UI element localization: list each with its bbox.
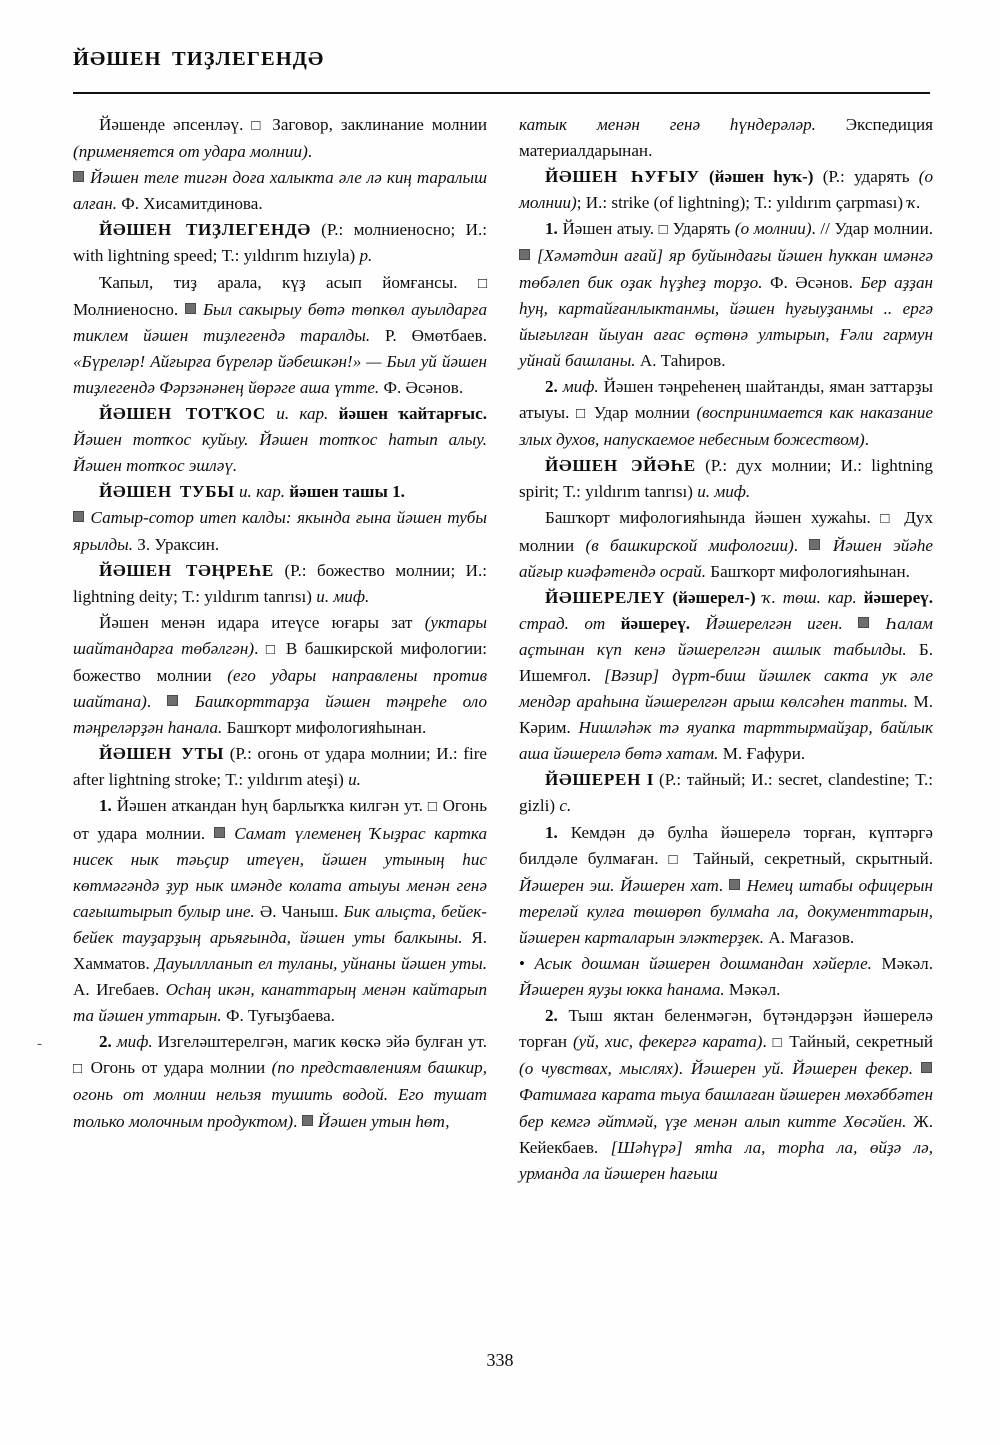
entry-headword-block xyxy=(519,585,933,768)
homonym-numeral: I xyxy=(646,770,654,790)
basht-text: Ҡапыл, тиҙ арала, күҙ асып йомғансы. xyxy=(99,272,478,292)
entry-sense: 2. миф. Изгеләштерелгән, магик көскә эйә булған ут. □ Огонь от удара молнии (по представлениям башкир, огонь от молнии нельзя тушить водой. Его тушат только молочным продуктом). Йәшен утын һөт, xyxy=(73,1029,487,1134)
headword-gloss: (Р.: тайный; И.: secret, clandestine; Т.: gizli) xyxy=(519,770,934,816)
headword-gloss-rest: ; И.: strike (of lightning); Т.: yıldırım çarpması) xyxy=(576,193,908,213)
example-source: Я. Хамматов. xyxy=(73,927,487,973)
example-square-icon xyxy=(519,246,531,265)
basht-text: Изгеләштерелгән, магик көскә эйә булған ут. xyxy=(157,1032,487,1052)
entry-body xyxy=(73,270,487,401)
proverb-text: Асык дошман йәшерен дошмандан хәйерле. xyxy=(524,954,872,973)
entry-headword-block xyxy=(73,217,487,269)
headword-gloss: (Р.: дух молнии; И.: lightning spirit; Т.: yıldırım tanrısı) xyxy=(519,456,933,502)
definition-box-icon xyxy=(669,849,684,868)
cross-reference: йәшен ташы 1. xyxy=(289,482,405,502)
entry-headword-block xyxy=(519,164,933,216)
proverb-source: Мәкәл. xyxy=(871,954,933,973)
headword: ЙӘШЕН ЭЙӘҺЕ xyxy=(545,456,696,476)
example-square-icon xyxy=(921,1059,933,1078)
example-text: Бер аҙҙан һуң, картайғанлыктанмы, йәшен һуғыуҙанмы .. ергә йығылған йыуан ағас өҫтөнә ултырып, Ғәли гармун уйнай башланы. xyxy=(519,272,933,370)
example-text: Башҡорттарҙа йәшен тәңреһе оло тәңреләрҙән һанала. xyxy=(73,692,487,738)
basht-text: Йәшен аткандан һуң барлыҡҡа килгән ут. xyxy=(116,796,428,816)
example-text: Йәшерен эш. Йәшерен хат. xyxy=(519,875,724,895)
example-text: Самат үлеменең Ҡыҙрас картка нисек нык тәьҫир итеүен, йәшен утының һис көтмәгәндә ҙур нык имәнде колата атыуы менән генә сағыштырып булыр ине. xyxy=(73,823,488,921)
ru-gloss: Удар молнии xyxy=(587,403,697,423)
cross-reference: йәшен ҡайтарғыс. xyxy=(338,404,487,424)
entry-headword-block xyxy=(73,479,487,557)
basht-text: Йәшен атыу. xyxy=(562,219,659,239)
headword: ЙӘШЕН ТУБЫ xyxy=(99,482,235,502)
headword: ЙӘШЕН ҺУҒЫУ xyxy=(545,167,700,187)
example-text: Нишләһәк тә яуапка тарттырмайҙар, байлык аша йәшерелә бөтә хатам. xyxy=(519,718,933,764)
two-column-body xyxy=(73,112,933,1327)
example-text: Фатимаға карата тыуа башлаған йәшерен мөхәббәтен бер кемгә әйтмәй, үҙе менән алып китте Хөсәйен. xyxy=(519,1085,933,1131)
headword-pos: и. кар. xyxy=(276,404,329,424)
headword-pos: и. миф. xyxy=(316,586,370,606)
headword-pos: ҡ. төш. кар. xyxy=(762,587,857,607)
entry-headword-block xyxy=(519,767,933,819)
ru-note: (по представлениям башкир, огонь от молнии нельзя тушить водой. Его тушат только молочным продуктом) xyxy=(73,1058,487,1131)
sense-pos: миф. xyxy=(562,376,599,396)
example-text: Йәшерелгән иген. xyxy=(705,613,843,633)
ru-pos: страд. от xyxy=(519,613,606,633)
definition-box-icon xyxy=(428,796,438,815)
example-source: Ф. Хисамитдинова. xyxy=(116,194,263,214)
ru-note: (его удары направлены против шайтана) xyxy=(73,665,488,712)
example-source: М. Кәрим. xyxy=(519,692,933,738)
example-source: Башҡорт мифологияһынан. xyxy=(705,561,910,581)
example-source: Экспедиция материалдарынан. xyxy=(519,115,933,161)
basht-text: Йәшен тәңреһенең шайтанды, яман заттарҙы атыуы. xyxy=(519,376,933,423)
example-source: Б. Ишемғол. xyxy=(519,639,933,685)
entry-body: Башҡорт мифологияһында йәшен хужаһы. □ Дух молнии (в башкирской мифологии). Йәшен эйәһе айғыр киәфәтендә осрай. Башҡорт мифологияһынан. xyxy=(519,505,933,584)
example-square-icon xyxy=(214,824,226,843)
entry-sense xyxy=(519,820,933,1004)
headword: ЙӘШЕН УТЫ xyxy=(99,744,225,764)
headword-pos: ҡ. xyxy=(907,193,921,213)
basht-text: Кемдән дә булһа йәшерелә торған, күптәргә билдәле булмаған. xyxy=(519,822,933,868)
headword-gloss-open: (Р.: ударять xyxy=(822,167,919,187)
headword: ЙӘШЕН ТОТҠОС xyxy=(99,404,266,424)
ru-gloss: Тайный, секретный, скрытный. xyxy=(683,848,933,868)
entry-headword-block xyxy=(519,453,933,505)
entry-headword-block xyxy=(73,558,487,610)
example-text: Һалам аҫтынан күп кенә йәшерелгән ашлык табылды. xyxy=(519,613,933,659)
ru-note: (о молнии) xyxy=(519,167,934,213)
example-source: Р. Өмөтбаев. xyxy=(370,325,487,345)
example-square-icon xyxy=(185,300,197,319)
headword: ЙӘШЕРЕН xyxy=(545,770,642,790)
entry-body: Йәшен менән идара итеүсе юғары зат (уктары шайтандарға төбәлгән). □ В башкирской мифологии: божество молнии (его удары направлены против шайтана). Башҡорттарҙа йәшен тәңреһе оло тәңреләрҙән һанала. Башҡорт мифологияһынан. xyxy=(73,610,487,741)
example-square-icon xyxy=(858,614,870,633)
example-square-icon xyxy=(729,876,741,895)
example-text: [Шәһүрә] ятһа ла, торһа ла, өйҙә лә, урманда ла йәшерен һағыш xyxy=(519,1137,933,1183)
proverb-text: Йәшерен яуҙы юкка һанама. xyxy=(519,980,725,1000)
example-source: Башҡорт мифологияһынан. xyxy=(222,718,427,738)
ru-gloss: Огонь от удара молнии xyxy=(84,1058,272,1078)
ru-note: (о молнии) xyxy=(734,219,812,239)
example-text: Осһаң икән, канаттарың менән кайтарып та йәшен уттарын. xyxy=(73,980,487,1026)
definition-box-icon xyxy=(576,403,587,422)
margin-mark: - xyxy=(37,1036,42,1052)
example-source: М. Ғафури. xyxy=(718,744,806,764)
ru-gloss: Молниеносно. xyxy=(73,299,185,319)
example-source: А. Таһиров. xyxy=(635,350,726,370)
definition-box-icon xyxy=(251,115,264,134)
example-text: Йәшерен уй. Йәшерен фекер. xyxy=(690,1059,913,1079)
headword-stem: (йәшен һуҡ-) xyxy=(708,167,814,187)
entry-headword-block xyxy=(73,401,487,479)
header-divider xyxy=(73,92,930,94)
example-text: Немец штабы офицерын тереләй кулға төшөрөп булмаһа ла, документтарын, йәшерен карталарын эләктерҙек. xyxy=(519,875,933,947)
basht-text: Тыш яктан беленмәгән, бүтәндәрҙән йәшерелә торған xyxy=(519,1006,933,1052)
headword: ЙӘШЕРЕЛЕҮ xyxy=(545,587,666,607)
headword: ЙӘШЕН ТИҘЛЕГЕНДӘ xyxy=(99,220,311,240)
headword-pos: и. миф. xyxy=(697,482,751,502)
example-source: З. Ураксин. xyxy=(133,534,220,554)
example-source: Ф. Әсәнов. xyxy=(762,272,861,292)
examples: Йәшен тотҡос куйыу. Йәшен тотҡос һатып алыу. Йәшен тотҡос эшләү. xyxy=(73,430,487,476)
headword-gloss: (Р.: огонь от удара молнии; И.: fire after lightning stroke; Т.: yıldırım ateşi) xyxy=(73,744,487,790)
example-source: Ф. Әсәнов. xyxy=(379,377,464,397)
ru-gloss: . // Удар молнии. xyxy=(811,219,934,239)
example-square-icon xyxy=(73,168,85,187)
cross-reference: йәшереү. xyxy=(863,587,933,607)
page-number: 338 xyxy=(486,1350,514,1370)
basht-text: Йәшенде әпсенләү. xyxy=(99,115,252,134)
ru-note: (применяется от удара молнии) xyxy=(73,142,308,162)
entry-sense: 2. Тыш яктан беленмәгән, бүтәндәрҙән йәшерелә торған (уй, хис, фекергә карата). □ Тайный, секретный (о чувствах, мыслях). Йәшерен уй. Йәшерен фекер. Фатимаға карата тыуа башлаған йәшерен мөхәббәтен бер кемгә әйтмәй, үҙе менән алып китте Хөсәйен. Ж. Кейекбаев. [Шәһүрә] ятһа ла, торһа ла, өйҙә лә, урманда ла йәшерен һағыш xyxy=(519,1003,933,1187)
ru-gloss: В башкирской мифологии: божество молнии xyxy=(73,638,488,685)
headword-pos: с. xyxy=(559,796,572,816)
entry-body-continued xyxy=(519,112,933,164)
headword: ЙӘШЕН ТӘҢРЕҺЕ xyxy=(99,560,275,580)
proverb-source: Мәкәл. xyxy=(724,980,781,1000)
example-square-icon xyxy=(809,536,821,555)
headword-pos: и. xyxy=(348,770,361,790)
basht-text: Башҡорт мифологияһында йәшен хужаһы. xyxy=(545,508,881,528)
entry-sense xyxy=(519,216,933,374)
basht-note: (уктары шайтандарға төбәлгән) xyxy=(73,612,487,658)
sense-number: 2. xyxy=(545,376,558,396)
ru-note: (в башкирской мифологии) xyxy=(585,535,794,555)
example-text: Сатыр-сотор итеп калды: якында ғына йәшен тубы ярылды. xyxy=(73,508,487,554)
example-source: А. Мағазов. xyxy=(764,927,855,947)
example-text: «Бүреләр! Айғырға бүреләр йәбешкән!» — Был уй йәшен тиҙлегендә Фәрзәнәнең йөрәге аша үтте. xyxy=(73,351,487,397)
running-head: ЙӘШЕН ТИҘЛЕГЕНДӘ xyxy=(73,48,325,70)
example-square-icon xyxy=(73,508,85,527)
definition-box-icon xyxy=(659,219,668,238)
headword-pos: и. кар. xyxy=(238,482,286,502)
definition-box-icon xyxy=(266,639,278,658)
entry-sense: 2. миф. Йәшен тәңреһенең шайтанды, яман заттарҙы атыуы. □ Удар молнии (воспринимается как наказание злых духов, напускаемое небесным божеством). xyxy=(519,374,933,453)
definition-box-icon xyxy=(478,273,487,292)
example-source: А. Игебаев. xyxy=(73,980,166,1000)
entry-sense xyxy=(73,793,487,1029)
ru-gloss: Огонь от удара молнии. xyxy=(73,796,487,843)
sense-number: 1. xyxy=(99,796,112,816)
example-square-icon xyxy=(302,1112,314,1131)
column-left xyxy=(73,112,487,1327)
basht-text: Йәшен менән идара итеүсе юғары зат xyxy=(99,612,425,632)
definition-box-icon xyxy=(880,508,894,527)
ru-gloss: Ударять xyxy=(668,219,735,239)
example-square-icon xyxy=(167,692,179,711)
example-source: Ә. Чаныш. xyxy=(254,901,344,921)
example-text: [Вәзир] дүрт-биш йәшлек сакта ук әле мендәр араһына йәшерелгән арыш көлсәһен тапты. xyxy=(519,665,934,712)
example-text: Бик алыҫта, бейек-бейек тауҙарҙың арьяғында, йәшен уты балкыны. xyxy=(73,901,487,947)
example-text: Был сакырыу бөтә төпкөл ауылдарға тиклем йәшен тиҙлегендә таралды. xyxy=(73,299,487,345)
sense-number: 1. xyxy=(545,219,558,239)
example-source: Ф. Туғыҙбаева. xyxy=(221,1006,335,1026)
example-text: Йәшен эйәһе айғыр киәфәтендә осрай. xyxy=(519,535,933,581)
definition-box-icon xyxy=(773,1032,784,1051)
example-text: катык менән генә һүндерәләр. xyxy=(519,115,816,134)
example-text: Йәшен теле тигән доға халыкта әле лә киң таралыш алған. xyxy=(73,168,487,214)
entry-body: Йәшенде әпсенләү. □ Заговор, заклинание молнии (применяется от удара молнии). Йәшен теле тигән доға халыкта әле лә киң таралыш алған. Ф. Хисамитдинова. xyxy=(73,112,487,217)
headword-gloss: (Р.: молниеносно; И.: with lightning speed; Т.: yıldırım hızıyla) xyxy=(73,220,488,266)
ru-note: (воспринимается как наказание злых духов, напускаемое небесным божеством) xyxy=(519,403,933,450)
example-text: [Хәмәтдин ағай] яр буйындағы йәшен һуккан имәнгә төбәлеп бик оҙак һүҙһеҙ торҙо. xyxy=(519,246,933,292)
headword-gloss: (Р.: божество молнии; И.: lightning deity; Т.: yıldırım tanrısı) xyxy=(73,560,487,606)
column-right xyxy=(519,112,933,1327)
example-text: Дауыллланып ел туланы, уйнаны йәшен уты. xyxy=(154,954,487,973)
sense-number: 2. xyxy=(545,1006,558,1026)
cross-reference-ru: йәшереү. xyxy=(620,613,691,633)
example-text: Йәшен утын һөт, xyxy=(313,1111,450,1131)
example-source: Ж. Кейекбаев. xyxy=(519,1111,933,1157)
sense-pos: миф. xyxy=(116,1032,153,1052)
ru-gloss: Заговор, заклинание молнии xyxy=(264,115,487,134)
basht-note: (уй, хис, фекергә карата) xyxy=(572,1032,763,1052)
entry-headword-block xyxy=(73,741,487,793)
sense-number: 1. xyxy=(545,822,558,842)
ru-gloss: Тайный, секретный xyxy=(783,1032,933,1052)
headword-stem: (йәшерел-) xyxy=(672,587,756,607)
sense-number: 2. xyxy=(99,1032,112,1052)
ru-gloss: Дух молнии xyxy=(519,508,934,555)
ru-note: (о чувствах, мыслях) xyxy=(519,1059,679,1079)
definition-box-icon xyxy=(73,1058,84,1077)
headword-pos: р. xyxy=(359,246,373,266)
